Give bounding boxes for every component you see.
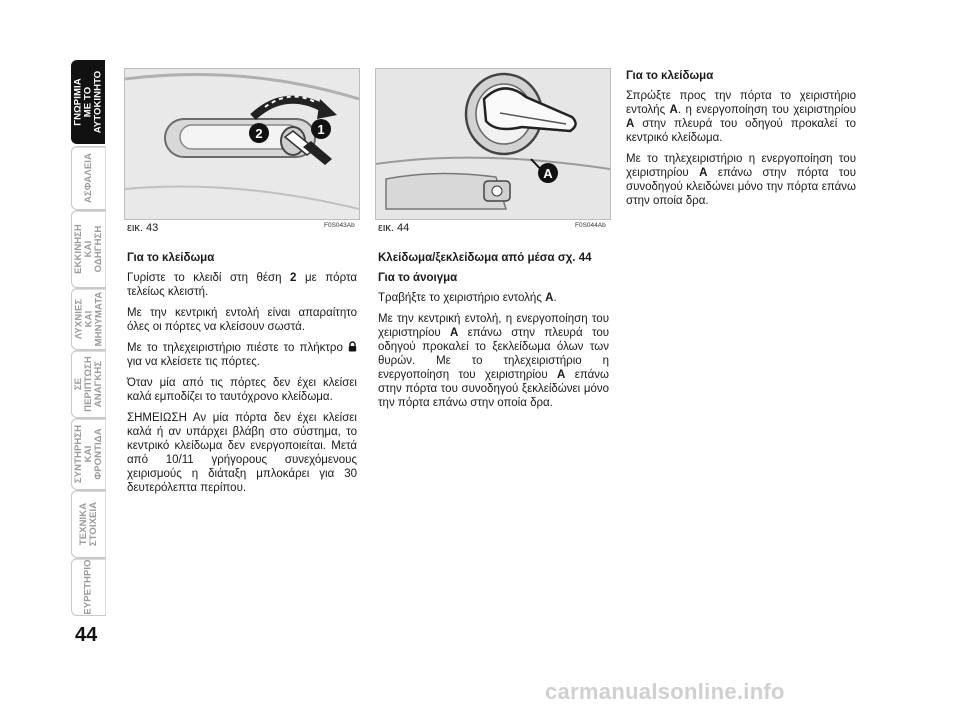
tab-starting-driving[interactable]: [71, 210, 106, 288]
col2-subheading: Για το άνοιγμα: [378, 272, 458, 284]
figure-door-key: [124, 68, 360, 220]
tab-emergency[interactable]: [71, 350, 106, 418]
marker-2-label: 2: [255, 126, 263, 141]
text: Γυρίστε το κλειδί στη θέση: [127, 272, 291, 284]
text-column-3: [626, 69, 856, 215]
tab-safety[interactable]: [71, 146, 106, 210]
col1-note: ΣΗΜΕΙΩΣΗ Αν μία πόρτα δεν έχει κλείσει καλά ή αν υπάρχει βλάβη στο σύστημα, το κεντρικό κλείδωμα δεν ενεργοποιείται. Μετά από 10/11 γρήγορους συνεχόμενους χειρισμούς η διάταξη μπλοκάρει για 30 δευτερόλεπτα περίπου.: [127, 412, 357, 494]
tab-label: ΣΕ ΠΕΡΙΠΤΩΣΗ ΑΝΑΓΚΗΣ: [73, 356, 104, 412]
figure-43-caption: εικ. 43: [127, 222, 159, 234]
col3-paragraph-1: [626, 89, 856, 145]
tab-getting-to-know[interactable]: [71, 60, 105, 144]
col2-heading: Κλείδωμα/ξεκλείδωμα από μέσα σχ. 44: [378, 252, 592, 264]
text: επάνω στην πόρτα του συνοδηγού ξεκλείδώνει μόνο την πόρτα επάνω στην οποία δρα.: [378, 369, 609, 409]
tab-lights-messages[interactable]: [71, 288, 106, 350]
text: με πόρτα τελείως κλειστή.: [127, 272, 357, 298]
col1-heading: Για το κλείδωμα: [127, 252, 215, 264]
bold-ref: A: [626, 118, 635, 130]
text: Με την κεντρική εντολή, η ενεργοποίηση του χειριστηρίου: [378, 313, 609, 339]
text: επάνω στην πόρτα του συνοδηγού κλειδώνει μόνο την πόρτα επάνω στην οποία δρα.: [626, 167, 856, 207]
lock-icon: [348, 341, 357, 352]
tab-index[interactable]: [71, 558, 106, 616]
bold-ref: A: [669, 104, 678, 116]
bold-ref: A: [557, 369, 566, 381]
tab-label: ΛΥΧΝΙΕΣ ΚΑΙ ΜΗΝΥΜΑΤΑ: [73, 291, 104, 347]
text-column-1: [127, 251, 357, 502]
col2-paragraph-2: [378, 312, 609, 410]
text: στην πλευρά του οδηγού προκαλεί το κεντρικό κλείδωμα.: [626, 118, 856, 144]
watermark: carmanualsonline.info: [545, 679, 785, 704]
tab-label: ΓΝΩΡΙΜΙΑ ΜΕ ΤΟ ΑΥΤΟΚΙΝΗΤΟ: [72, 70, 104, 134]
figure-44-code: F0S044Ab: [575, 222, 606, 229]
text: . η ενεργοποίηση του χειριστηρίου: [677, 104, 856, 116]
door-key-illustration: [125, 69, 359, 219]
bold-ref: A: [545, 292, 554, 304]
text: .: [553, 292, 557, 304]
tab-label: ΕΚΚΙΝΗΣΗ ΚΑΙ ΟΔΗΓΗΣΗ: [73, 224, 104, 274]
tab-technical-data[interactable]: [71, 490, 106, 558]
col3-heading: Για το κλείδωμα: [626, 70, 714, 82]
tab-label: ΤΕΧΝΙΚΑ ΣΤΟΙΧΕΙΑ: [78, 501, 99, 547]
figure-44-caption: εικ. 44: [378, 222, 410, 234]
col1-paragraph-2: Με την κεντρική εντολή είναι απαραίτητο όλες οι πόρτες να κλείσουν σωστά.: [127, 307, 357, 333]
text: Σπρώξτε προς την πόρτα το χειριστήριο εντολής: [626, 90, 856, 116]
tab-maintenance[interactable]: [71, 418, 106, 490]
col3-paragraph-2: [626, 152, 856, 208]
text: επάνω στην πλευρά του οδηγού προκαλεί το ξεκλείδωμα όλων των θυρών. Με το τηλεχειριστήριο η ενεργοποίηση του χειριστηρίου: [378, 327, 610, 381]
col1-paragraph-4: Όταν μία από τις πόρτες δεν έχει κλείσει καλά εμποδίζει το ταυτόχρονο κλείδωμα.: [127, 377, 357, 403]
marker-a-label: A: [543, 166, 553, 181]
bold-ref: A: [449, 327, 459, 339]
tab-label: ΑΣΦΑΛΕΙΑ: [83, 153, 94, 203]
text: Με το τηλεχειριστήριο η ενεργοποίηση του χειριστηρίου: [626, 153, 856, 179]
figure-interior-handle: [375, 68, 611, 220]
tab-label: ΕΥΡΕΤΗΡΙΟ: [83, 559, 94, 615]
bold-ref: A: [699, 167, 708, 179]
text: Με το τηλεχειριστήριο πιέστε το πλήκτρο: [127, 342, 343, 354]
col1-paragraph-1: [127, 271, 357, 299]
marker-1-label: 1: [317, 122, 325, 137]
col1-paragraph-3: [127, 341, 357, 369]
page-number: 44: [75, 624, 98, 646]
figure-43-code: F0S043Ab: [324, 222, 355, 229]
text: Τραβήξτε το χειριστήριο εντολής: [378, 292, 546, 304]
col2-paragraph-1: [378, 291, 609, 305]
bold-ref: 2: [290, 272, 297, 284]
tab-label: ΣΥΝΤΗΡΗΣΗ ΚΑΙ ΦΡΟΝΤΙΔΑ: [73, 424, 105, 484]
text-column-2: [378, 251, 609, 417]
text: για να κλείσετε τις πόρτες.: [127, 356, 260, 368]
interior-handle-illustration: [376, 69, 610, 219]
